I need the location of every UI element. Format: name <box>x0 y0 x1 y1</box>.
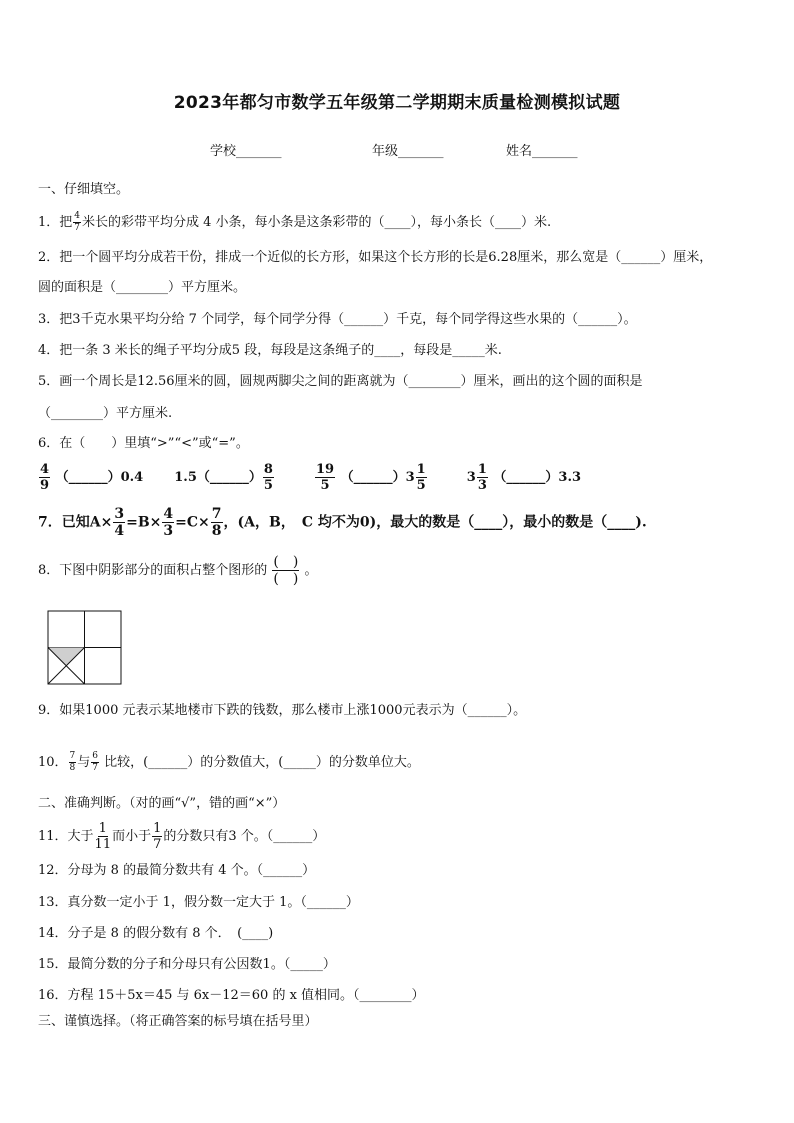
question-2-line-1: 2．把一个圆平均分成若干份，排成一个近似的长方形，如果这个长方形的长是6.28厘米，那么宽是（______）厘米， <box>38 250 713 265</box>
q7-f1-num: 3 <box>114 506 125 522</box>
q6-item4-pre: 3 <box>466 470 476 485</box>
q6-item3-fraction2 <box>416 463 427 492</box>
q11-f1-den: 11 <box>94 837 112 852</box>
q11-f2-den: 7 <box>153 837 162 852</box>
q6-i1-num: 4 <box>40 462 50 477</box>
q6-i1-den: 9 <box>40 478 50 493</box>
exam-title: 2023年都匀市数学五年级第二学期期末质量检测模拟试题 <box>173 93 621 113</box>
q1-prefix: 1．把 <box>38 215 73 230</box>
q7-f1-den: 4 <box>114 523 125 539</box>
q6-i3-num2: 1 <box>416 462 426 477</box>
question-5-line-1: 5．画一个周长是12.56厘米的圆，圆规两脚尖之间的距离就为（________）厘米，画出的这个圆的面积是 <box>38 374 643 389</box>
question-1 <box>38 212 551 233</box>
q6-i4-num: 1 <box>477 462 487 477</box>
question-4: 4．把一条 3 米长的绳子平均分成5 段，每段是这条绳子的____，每段是_____米. <box>38 343 502 358</box>
q8-num: ( ) <box>273 554 299 570</box>
question-5-line-2: （________）平方厘米. <box>38 406 173 421</box>
q7-fraction-1 <box>113 507 125 538</box>
question-6-stem: 6．在（ ）里填“>”“<”或“=”。 <box>38 436 249 451</box>
q11-fraction-2 <box>152 822 162 851</box>
q6-i3-den2: 5 <box>416 478 426 493</box>
section-choice: 三、谨慎选择。（将正确答案的标号填在括号里） <box>38 1014 318 1029</box>
q1-den: 7 <box>74 223 81 233</box>
q8-text: 8．下图中阴影部分的面积占整个图形的 <box>38 563 268 578</box>
question-9: 9．如果1000 元表示某地楼市下跌的钱数，那么楼市上涨1000元表示为（______）。 <box>38 703 527 718</box>
q11-f2-num: 1 <box>153 821 162 836</box>
q10-f2-num: 6 <box>92 751 99 761</box>
school-field: 学校_______ <box>210 144 282 159</box>
q6-i4-den: 3 <box>477 478 487 493</box>
name-field: 姓名_______ <box>506 144 578 159</box>
question-3: 3．把3千克水果平均分给 7 个同学，每个同学分得（______）千克，每个同学得这些水果的（______）。 <box>38 312 637 327</box>
q11-c: 的分数只有3 个。（______） <box>163 829 326 844</box>
q10-c: 比较，(______）的分数值大，(_____）的分数单位大。 <box>104 755 420 770</box>
question-11 <box>38 822 325 851</box>
q6-item2-pre: 1.5（______） <box>174 470 262 485</box>
q6-item3-fraction <box>315 463 335 492</box>
q11-b: 而小于 <box>112 829 152 844</box>
q11-fraction-1 <box>95 822 112 851</box>
q8-fraction <box>272 555 299 586</box>
q6-i3-num: 19 <box>316 462 335 477</box>
q6-item4-rest: （______）3.3 <box>493 470 582 485</box>
q7-fraction-2 <box>162 507 174 538</box>
q1-fraction <box>73 212 81 233</box>
section-fill-in: 一、仔细填空。 <box>38 182 130 197</box>
q10-f2-den: 7 <box>92 763 99 773</box>
q7-d: ，(A，B， C 均不为0)，最大的数是（____），最小的数是（____). <box>223 514 647 531</box>
q6-i2-num: 8 <box>263 462 273 477</box>
question-13: 13．真分数一定小于 1，假分数一定大于 1。（______） <box>38 895 359 910</box>
shaded-triangle <box>48 648 85 666</box>
q1-num: 4 <box>74 211 81 221</box>
q10-b: 与 <box>77 755 91 770</box>
q10-f1-num: 7 <box>69 751 76 761</box>
grade-field: 年级_______ <box>372 144 444 159</box>
q10-fraction-1 <box>69 752 77 773</box>
q10-f1-den: 8 <box>69 763 76 773</box>
question-2-line-2: 圆的面积是（________）平方厘米。 <box>38 280 247 295</box>
question-10 <box>38 752 420 773</box>
q6-item1-fraction <box>39 463 50 492</box>
section-judgement: 二、准确判断。（对的画“√”，错的画“×”） <box>38 796 286 811</box>
question-14: 14．分子是 8 的假分数有 8 个． (____) <box>38 926 274 941</box>
q7-f3-num: 7 <box>211 506 222 522</box>
q6-item1-rest: （______）0.4 <box>55 470 144 485</box>
q8-den: ( ) <box>273 571 299 587</box>
q7-f2-den: 3 <box>163 523 174 539</box>
question-15: 15．最简分数的分子和分母只有公因数1。（_____） <box>38 957 336 972</box>
q7-b: =B× <box>126 514 162 531</box>
q7-c: =C× <box>175 514 210 531</box>
q6-item2-fraction <box>263 463 274 492</box>
shaded-grid-figure <box>47 610 123 686</box>
q6-i3-den: 5 <box>320 478 330 493</box>
q6-item3-mid: （______）3 <box>340 470 415 485</box>
q8-end: 。 <box>304 563 318 578</box>
question-7 <box>38 507 647 538</box>
q6-item4-fraction <box>477 463 488 492</box>
q7-a: 7．已知A× <box>38 514 113 531</box>
q11-f1-num: 1 <box>98 821 107 836</box>
q7-f2-num: 4 <box>163 506 174 522</box>
q6-i2-den: 5 <box>263 478 273 493</box>
q11-a: 11．大于 <box>38 829 94 844</box>
q10-fraction-2 <box>91 752 99 773</box>
q1-text: 米长的彩带平均分成 4 小条，每小条是这条彩带的（____），每小条长（____）米. <box>82 215 552 230</box>
q7-fraction-3 <box>211 507 223 538</box>
q10-a: 10． <box>38 755 68 770</box>
question-12: 12．分母为 8 的最简分数共有 4 个。（______） <box>38 863 316 878</box>
question-6-items <box>38 463 581 492</box>
question-8 <box>38 555 318 586</box>
q7-f3-den: 8 <box>211 523 222 539</box>
question-16: 16．方程 15＋5x＝45 与 6x－12＝60 的 x 值相同。（________） <box>38 988 425 1003</box>
